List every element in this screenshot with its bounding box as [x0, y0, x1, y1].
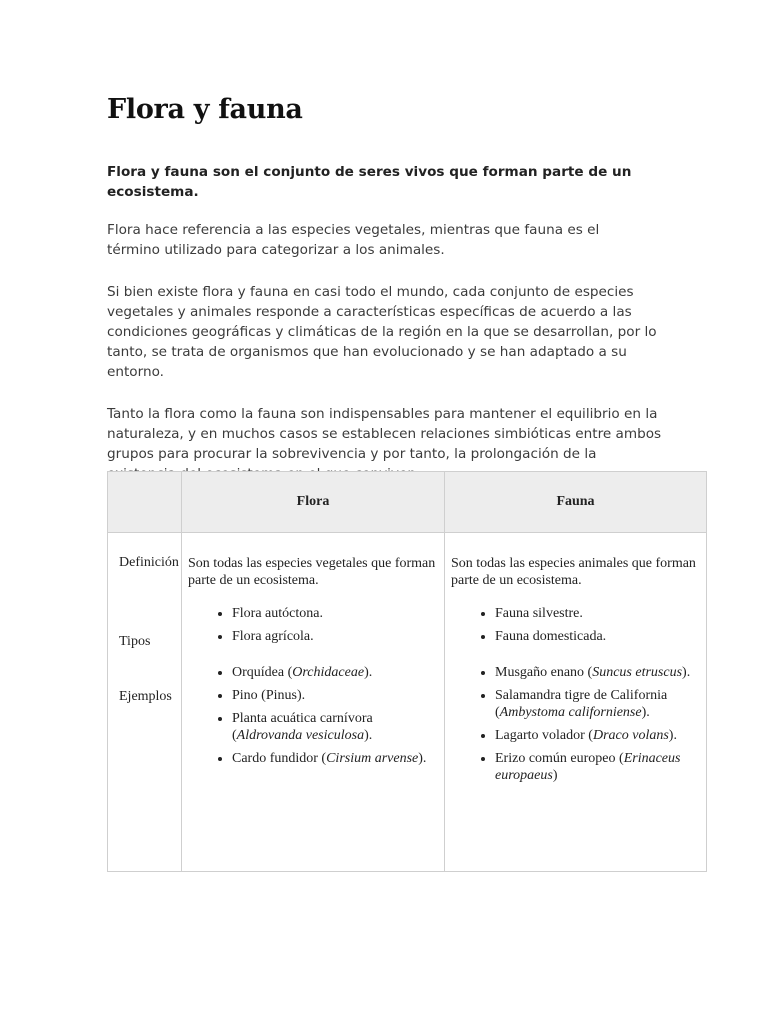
page-title: Flora y fauna	[107, 94, 303, 125]
list-item: • Orquídea (Orchidaceae).	[232, 664, 438, 681]
row-label-definicion: Definición	[119, 555, 179, 570]
fauna-ejemplos-list	[451, 664, 700, 784]
list-item: • Lagarto volador (Draco volans).	[495, 727, 700, 744]
header-flora: Flora	[182, 472, 445, 533]
flora-cell	[182, 533, 445, 872]
flora-definicion: Son todas las especies vegetales que forman parte de un ecosistema.	[188, 556, 436, 588]
row-label-tipos: Tipos	[119, 634, 151, 649]
list-item: • Cardo fundidor (Cirsium arvense).	[232, 750, 438, 767]
flora-ejemplos-list	[188, 664, 438, 767]
paragraph-1: Flora hace referencia a las especies vegetales, mientras que fauna es el término utilizado para categorizar a los animales.	[107, 222, 600, 258]
fauna-tipos-list	[451, 605, 700, 645]
list-item: • Fauna silvestre.	[495, 605, 700, 622]
list-item: • Flora agrícola.	[232, 628, 438, 645]
header-fauna: Fauna	[445, 472, 707, 533]
row-label-ejemplos: Ejemplos	[119, 689, 172, 704]
article	[107, 92, 707, 484]
list-item: • Erizo común europeo (Erinaceus europaeus)	[495, 750, 700, 784]
comparison-table	[107, 471, 707, 872]
list-item: • Fauna domesticada.	[495, 628, 700, 645]
paragraph-2: Si bien existe flora y fauna en casi todo el mundo, cada conjunto de especies vegetales y animales responde a características específicas de acuerdo a las condiciones geográficas y climáticas de la región en la que se desarrollan, por lo tanto, se trata de organismos que han evolucionado y se han adaptado a su entorno.	[107, 284, 657, 380]
row-labels-cell	[108, 533, 182, 872]
flora-tipos-list	[188, 605, 438, 645]
paragraph-3: Tanto la flora como la fauna son indispensables para mantener el equilibrio en la naturaleza, y en muchos casos se establecen relaciones simbióticas entre ambos grupos para procurar la sobrevivencia y por tanto, la prolongación de la	[107, 406, 662, 462]
lead-paragraph: Flora y fauna son el conjunto de seres vivos que forman parte de un ecosistema.	[107, 164, 632, 200]
table-body-row	[108, 533, 707, 872]
header-empty	[108, 472, 182, 533]
list-item: • Flora autóctona.	[232, 605, 438, 622]
fauna-cell	[445, 533, 707, 872]
table-header-row	[108, 472, 707, 533]
list-item: • Pino (Pinus).	[232, 687, 438, 704]
fauna-definicion: Son todas las especies animales que forman parte de un ecosistema.	[451, 556, 696, 588]
list-item: • Musgaño enano (Suncus etruscus).	[495, 664, 700, 681]
list-item: • Planta acuática carnívora (Aldrovanda vesiculosa).	[232, 710, 438, 744]
list-item: • Salamandra tigre de California (Ambystoma californiense).	[495, 687, 700, 721]
